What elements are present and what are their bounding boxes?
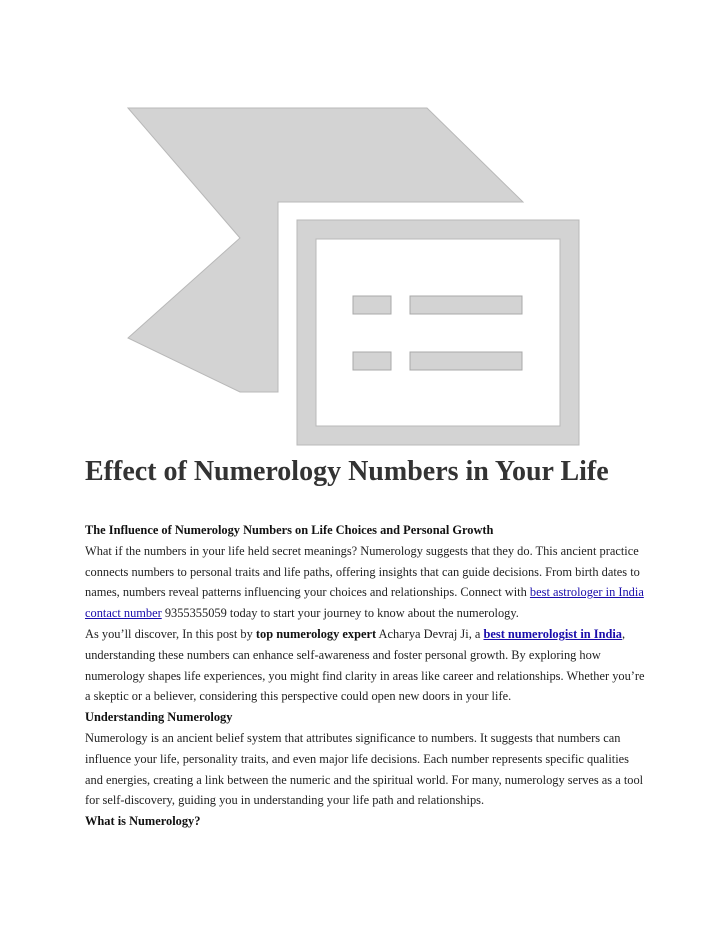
expert-bold-text: top numerology expert — [255, 626, 377, 641]
page-title: Effect of Numerology Numbers in Your Life — [85, 456, 609, 487]
intro-paragraph — [85, 541, 645, 624]
section-heading-understanding: Understanding Numerology — [85, 710, 233, 725]
expert-paragraph — [85, 624, 645, 707]
presentation-board-icon — [0, 0, 720, 460]
intro-text: What if the numbers in your life held secret meanings? Numerology suggests that they do. This ancient practice connects numbers to personal traits and life paths, offering insights that can guide decisions. From birth dates to names, numbers reveal patterns influencing your choices and relationships. Connect with — [85, 543, 640, 600]
expert-text-after: , understanding these numbers can enhance self-awareness and foster personal growth. By exploring how numerology shapes life experiences, you might find clarity in areas like career and relationships. Whether you’re a skeptic or a believer, considering this perspective could open new doors in your life. — [85, 626, 645, 704]
board-line-1 — [410, 296, 522, 314]
expert-text-before: As you’ll discover, In this post by — [85, 626, 256, 641]
board-panel — [316, 239, 560, 426]
understanding-paragraph: Numerology is an ancient belief system that attributes significance to numbers. It suggests that numbers can influence your life, personality traits, and even major life decisions. Each number represents specific qualities and energies, creating a link between the numeric and the spiritual world. For many, numerology serves as a tool for self-discovery, guiding you in understanding your life path and relationships. — [85, 730, 644, 808]
section-heading-influence: The Influence of Numerology Numbers on Life Choices and Personal Growth — [85, 523, 494, 537]
astrologer-contact-link[interactable]: best astrologer in India contact number — [85, 585, 644, 621]
article-body — [85, 520, 645, 832]
intro-text-after: 9355355059 today to start your journey to know about the numerology. — [161, 606, 519, 621]
board-bullet-1 — [353, 296, 391, 314]
section-heading-what-is: What is Numerology? — [85, 814, 201, 829]
numerologist-link[interactable]: best numerologist in India — [483, 626, 622, 641]
expert-text-mid: Acharya Devraj Ji, a — [376, 626, 484, 641]
board-line-2 — [410, 352, 522, 370]
board-bullet-2 — [353, 352, 391, 370]
